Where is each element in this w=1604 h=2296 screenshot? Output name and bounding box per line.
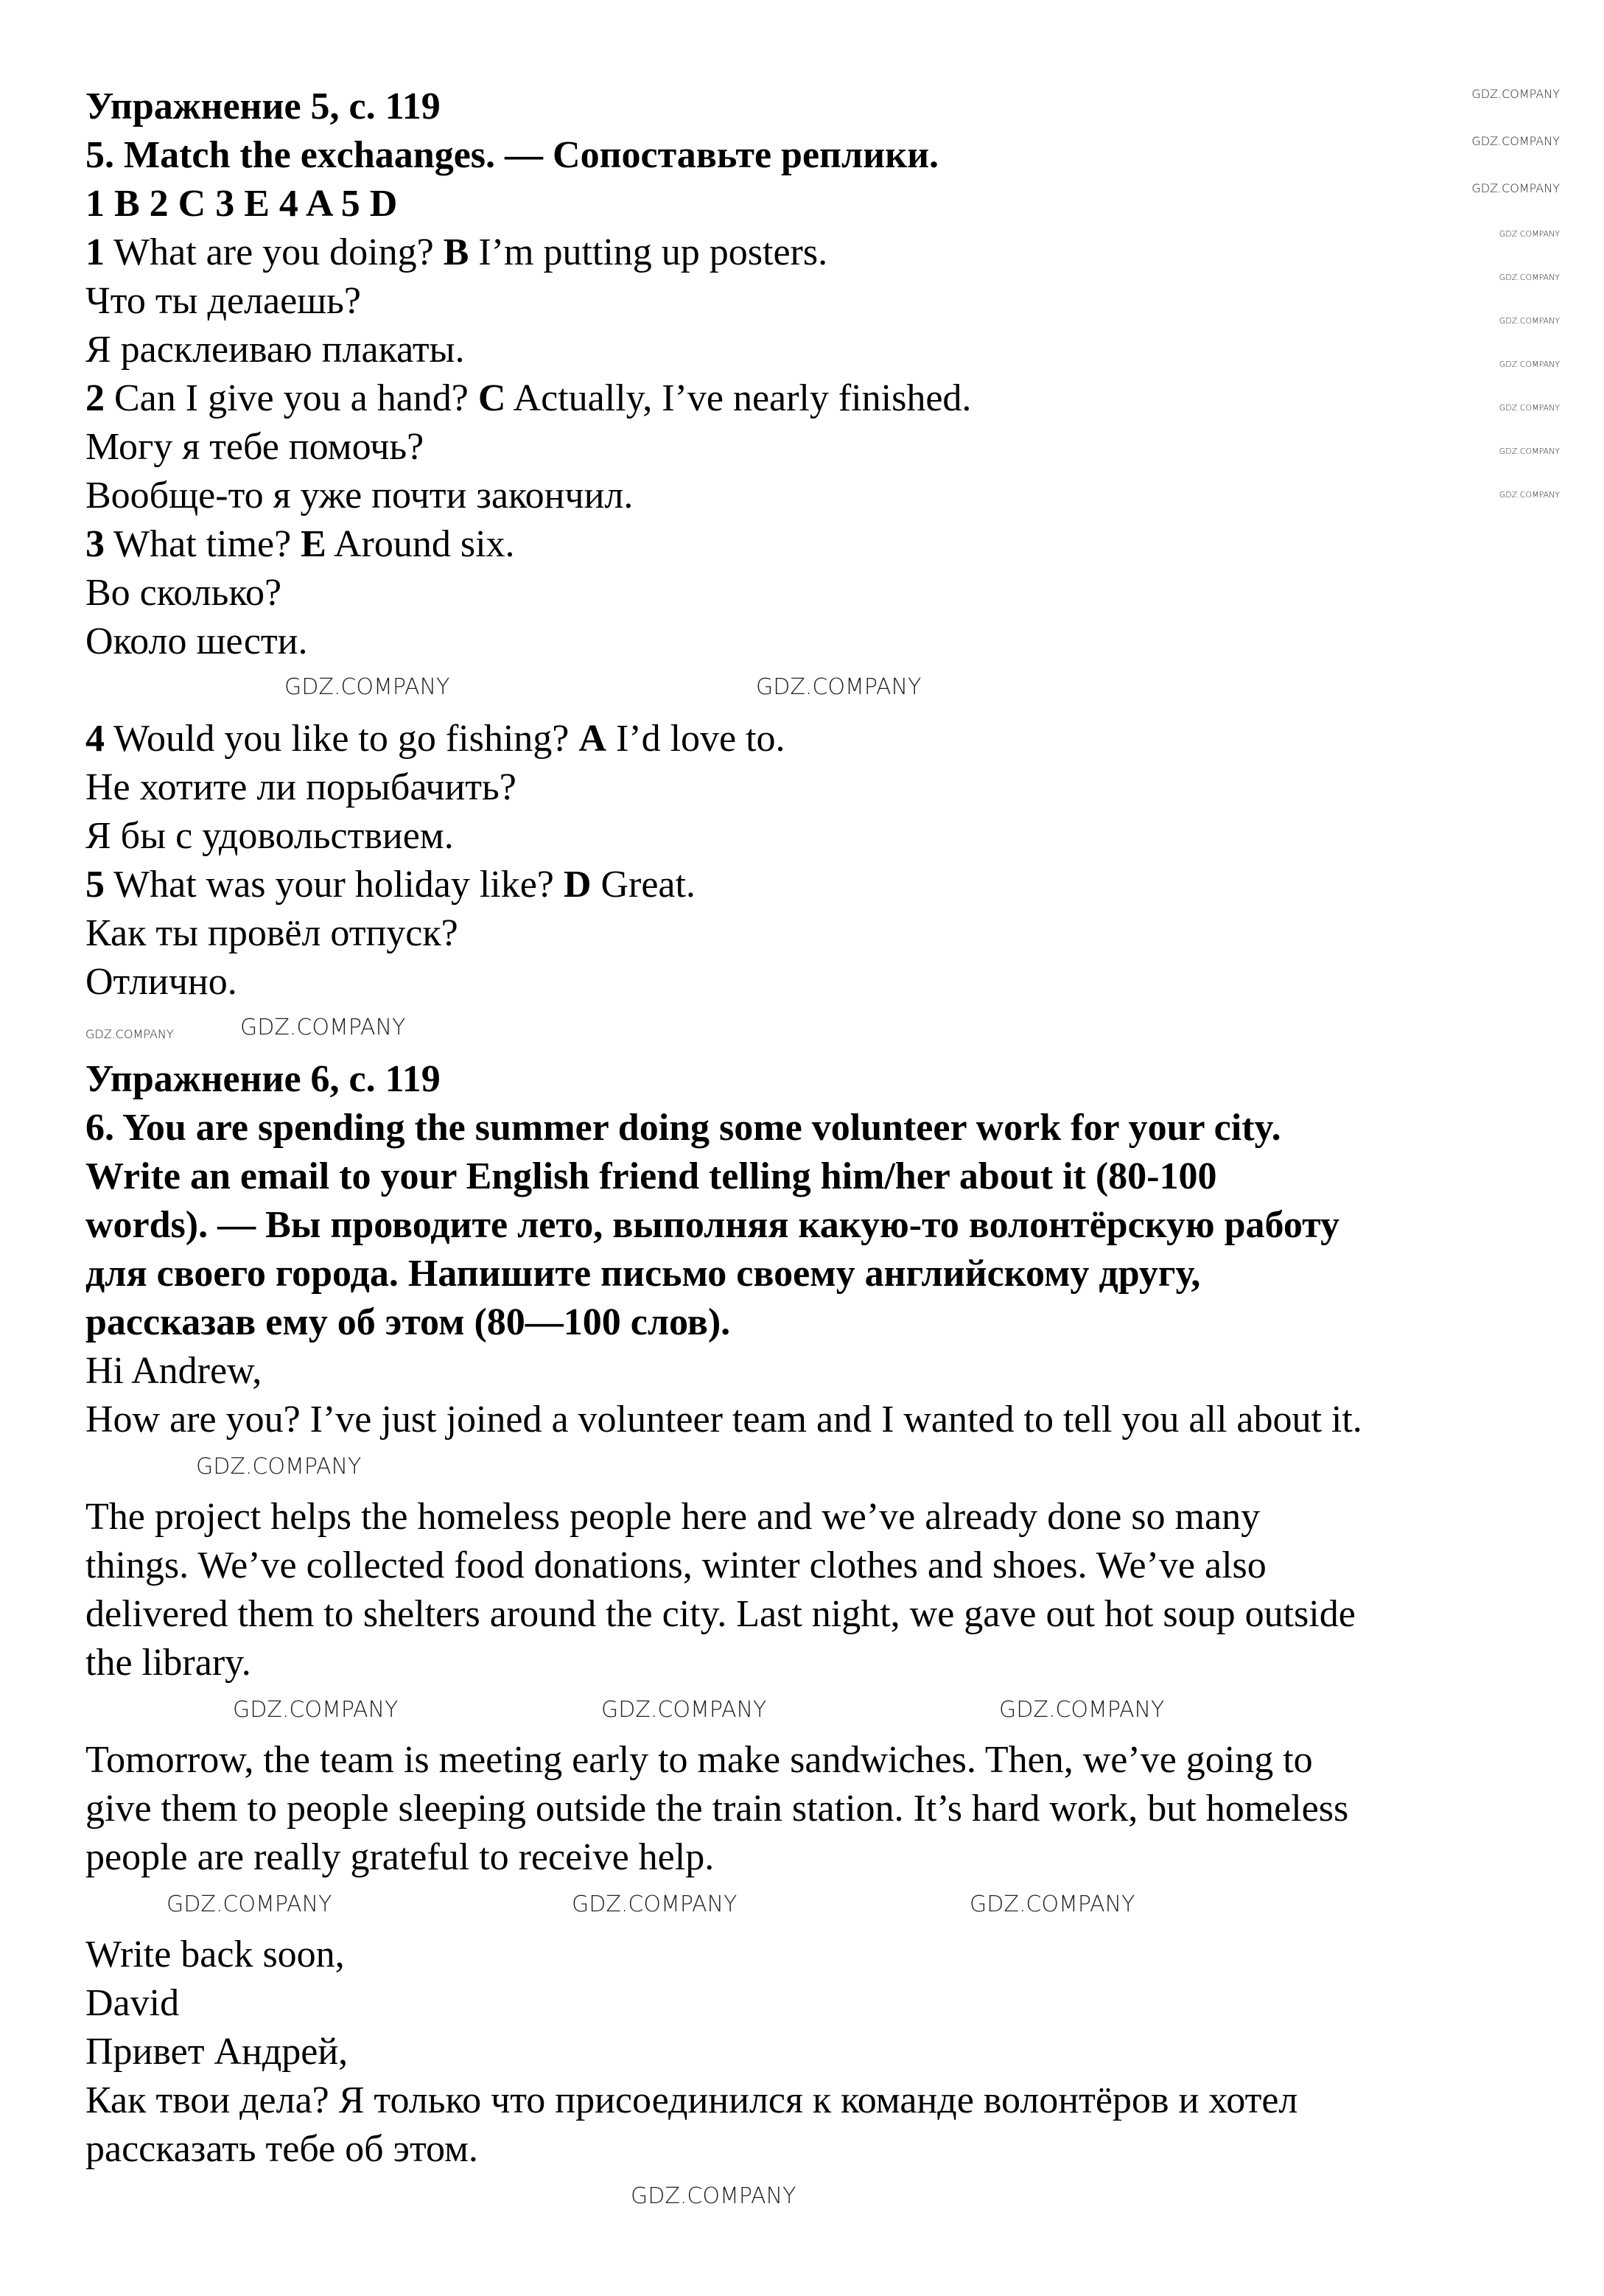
- exchange-3: [85, 520, 1530, 666]
- translation-line: Как твои дела? Я только что присоединился к команде волонтёров и хотел: [85, 2079, 1298, 2121]
- item-number: 1: [85, 231, 105, 273]
- translation-answer: Я расклеиваю плакаты.: [85, 329, 465, 371]
- watermark: GDZ.COMPANY: [85, 1027, 174, 1041]
- exchange-2: [85, 374, 1530, 520]
- spacer: [85, 1007, 1530, 1055]
- watermark: GDZ.COMPANY: [572, 1891, 738, 1917]
- watermark: GDZ.COMPANY: [756, 674, 922, 700]
- watermark: GDZ.COMPANY: [999, 1697, 1165, 1723]
- watermark: GDZ.COMPANY: [1499, 273, 1560, 282]
- question: Can I give you a hand?: [105, 377, 478, 419]
- answer: Around six.: [326, 523, 515, 565]
- paragraph-line: Tomorrow, the team is meeting early to make sandwiches. Then, we’ve going to: [85, 1739, 1313, 1781]
- exercise-6-title: Упражнение 6, с. 119: [85, 1058, 441, 1100]
- paragraph-line: the library.: [85, 1642, 251, 1684]
- question: What was your holiday like?: [105, 864, 564, 906]
- translation-answer: Отлично.: [85, 961, 237, 1003]
- exchange-5: [85, 861, 1530, 1007]
- email-signature: David: [85, 1982, 180, 2024]
- translation-answer: Я бы с удовольствием.: [85, 815, 454, 857]
- watermark: GDZ.COMPANY: [1499, 316, 1560, 326]
- document-page: [85, 83, 1530, 2222]
- exercise-5-answers: 1 B 2 C 3 E 4 A 5 D: [85, 183, 398, 225]
- paragraph-line: people are really grateful to receive help.: [85, 1836, 715, 1878]
- watermark: GDZ.COMPANY: [196, 1454, 362, 1480]
- item-number: 3: [85, 523, 105, 565]
- translation-question: Что ты делаешь?: [85, 280, 361, 322]
- paragraph-line: things. We’ve collected food donations, winter clothes and shoes. We’ve also: [85, 1544, 1267, 1586]
- watermark: GDZ.COMPANY: [167, 1891, 332, 1917]
- item-number: 4: [85, 718, 105, 760]
- item-number: 5: [85, 864, 105, 906]
- translation-question: Не хотите ли порыбачить?: [85, 766, 516, 808]
- watermark: GDZ.COMPANY: [1499, 229, 1560, 239]
- answer-letter: B: [443, 231, 469, 273]
- spacer: [85, 1444, 1530, 1493]
- answer-letter: C: [477, 377, 506, 419]
- answer-letter: A: [578, 718, 606, 760]
- email-greeting: Hi Andrew,: [85, 1350, 262, 1392]
- watermark: GDZ.COMPANY: [233, 1697, 399, 1723]
- spacer: [85, 1687, 1530, 1736]
- exercise-5-title: Упражнение 5, с. 119: [85, 85, 441, 127]
- watermark: GDZ.COMPANY: [1471, 87, 1560, 101]
- watermark: GDZ.COMPANY: [601, 1697, 767, 1723]
- watermark-column: [1427, 88, 1560, 534]
- exchange-1: [85, 228, 1530, 374]
- watermark: GDZ.COMPANY: [1471, 181, 1560, 195]
- answer: Great.: [591, 864, 696, 906]
- spacer: [85, 1882, 1530, 1931]
- answer: I’d love to.: [606, 718, 785, 760]
- translation-question: Во сколько?: [85, 572, 282, 614]
- exercise-6-task-line: Write an email to your English friend telling him/her about it (80-100: [85, 1155, 1217, 1197]
- watermark: GDZ.COMPANY: [970, 1891, 1135, 1917]
- answer-letter: E: [301, 523, 326, 565]
- question: What time?: [105, 523, 301, 565]
- watermark: GDZ.COMPANY: [1499, 360, 1560, 369]
- email-paragraph-2: [85, 1736, 1530, 1882]
- spacer: [85, 666, 1530, 715]
- email-closing: Write back soon,: [85, 1933, 345, 1975]
- question: What are you doing?: [105, 231, 444, 273]
- answer: Actually, I’ve nearly finished.: [505, 377, 972, 419]
- item-number: 2: [85, 377, 105, 419]
- paragraph-line: give them to people sleeping outside the train station. It’s hard work, but homeless: [85, 1788, 1349, 1830]
- exercise-5-task: 5. Match the exchaanges. — Сопоставьте реплики.: [85, 134, 939, 176]
- watermark: GDZ.COMPANY: [631, 2183, 796, 2209]
- watermark: GDZ.COMPANY: [240, 1015, 406, 1040]
- translation-question: Могу я тебе помочь?: [85, 426, 424, 468]
- email-paragraph-1: [85, 1493, 1530, 1687]
- watermark: GDZ.COMPANY: [1471, 134, 1560, 148]
- watermark: GDZ.COMPANY: [1499, 403, 1560, 413]
- answer: I’m putting up posters.: [469, 231, 828, 273]
- watermark: GDZ.COMPANY: [1499, 447, 1560, 456]
- question: Would you like to go fishing?: [105, 718, 579, 760]
- paragraph-line: delivered them to shelters around the city. Last night, we gave out hot soup outside: [85, 1593, 1356, 1635]
- translation-answer: Около шести.: [85, 620, 308, 662]
- exercise-6-task-line: words). — Вы проводите лето, выполняя какую-то волонтёрскую работу: [85, 1204, 1340, 1246]
- paragraph-line: The project helps the homeless people here and we’ve already done so many: [85, 1496, 1261, 1538]
- exercise-6-task-line: рассказав ему об этом (80—100 слов).: [85, 1301, 731, 1343]
- exercise-6-task-line: для своего города. Напишите письмо своему английскому другу,: [85, 1253, 1201, 1295]
- translation-greeting: Привет Андрей,: [85, 2031, 349, 2073]
- spacer: [85, 2174, 1530, 2222]
- watermark: GDZ.COMPANY: [1499, 490, 1560, 500]
- answer-letter: D: [563, 864, 592, 906]
- translation-question: Как ты провёл отпуск?: [85, 912, 458, 954]
- exchange-4: [85, 715, 1530, 861]
- email-intro: How are you? I’ve just joined a volunteer team and I wanted to tell you all about it.: [85, 1399, 1362, 1441]
- translation-line: рассказать тебе об этом.: [85, 2128, 478, 2170]
- exercise-6-task-line: 6. You are spending the summer doing some volunteer work for your city.: [85, 1107, 1281, 1149]
- translation-answer: Вообще-то я уже почти закончил.: [85, 475, 634, 517]
- watermark: GDZ.COMPANY: [284, 674, 450, 700]
